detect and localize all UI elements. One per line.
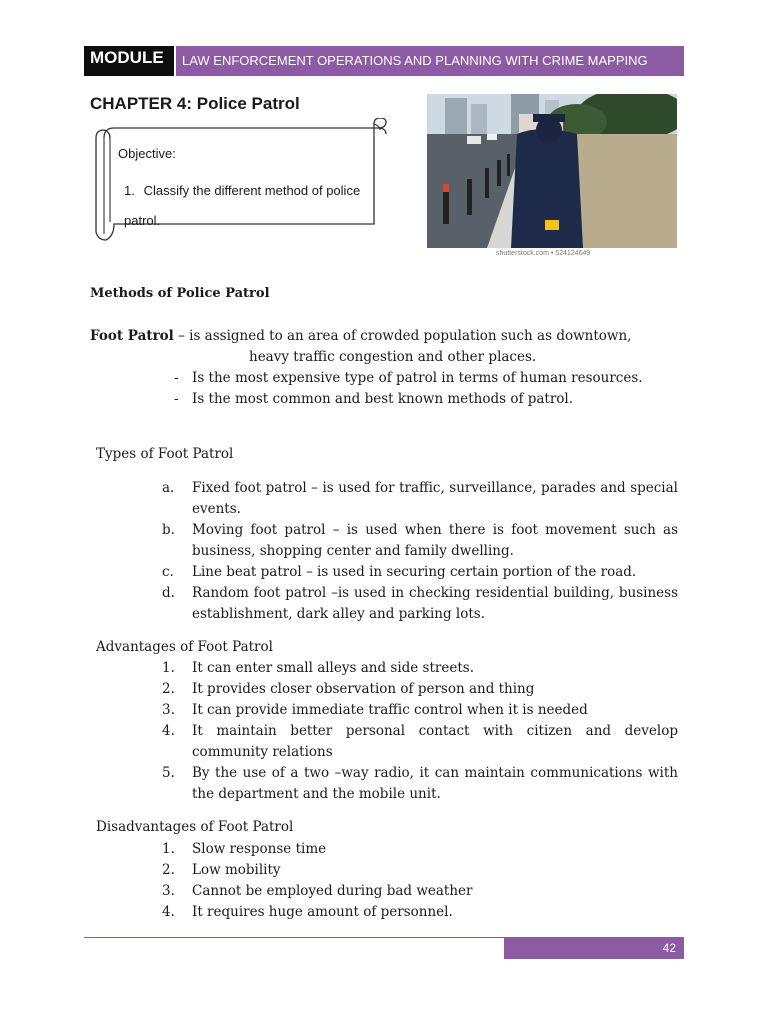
advantages-list xyxy=(162,658,678,805)
list-item: - Is the most expensive type of patrol in terms of human resources. xyxy=(174,370,643,386)
chapter-title: CHAPTER 4: Police Patrol xyxy=(90,94,300,113)
list-item: 2. It provides closer observation of person and thing xyxy=(162,681,535,697)
list-item: 1. It can enter small alleys and side streets. xyxy=(162,660,474,676)
foot-patrol-points xyxy=(174,368,678,410)
objective-text: Classify the different method of police patrol. xyxy=(124,183,361,228)
list-item: 2. Low mobility xyxy=(162,862,281,878)
foot-patrol-definition xyxy=(90,326,678,347)
list-item: c. Line beat patrol – is used in securing certain portion of the road. xyxy=(162,564,637,580)
disadvantages-heading: Disadvantages of Foot Patrol xyxy=(96,819,294,835)
list-item: a. Fixed foot patrol – is used for traffic, surveillance, parades and special events. xyxy=(162,480,678,517)
foot-patrol-definition-text: – is assigned to an area of crowded population such as downtown, xyxy=(173,328,632,344)
disadvantages-list xyxy=(162,839,678,923)
advantages-heading: Advantages of Foot Patrol xyxy=(96,639,273,655)
list-item: 4. It requires huge amount of personnel. xyxy=(162,904,453,920)
police-officer-photo xyxy=(427,94,677,248)
types-list xyxy=(162,478,678,625)
objective-label: Objective: xyxy=(118,146,176,161)
list-item: - Is the most common and best known methods of patrol. xyxy=(174,391,574,407)
module-title: LAW ENFORCEMENT OPERATIONS AND PLANNING WITH CRIME MAPPING xyxy=(176,46,684,76)
objective-number: 1. xyxy=(124,183,135,198)
list-item: b. Moving foot patrol – is used when there is foot movement such as business, shopping center and family dwelling. xyxy=(162,522,678,559)
module-header xyxy=(84,46,684,76)
list-item: 5. By the use of a two –way radio, it can maintain communications with the department and the mobile unit. xyxy=(162,765,678,802)
list-item: 3. Cannot be employed during bad weather xyxy=(162,883,473,899)
page-number: 42 xyxy=(504,937,684,959)
foot-patrol-definition-cont: heavy traffic congestion and other places. xyxy=(249,349,537,365)
module-label: MODULE xyxy=(84,46,174,76)
section-title: Methods of Police Patrol xyxy=(90,286,270,301)
objective-item xyxy=(124,176,384,236)
list-item: 3. It can provide immediate traffic control when it is needed xyxy=(162,702,588,718)
list-item: 4. It maintain better personal contact with citizen and develop community relations xyxy=(162,723,678,760)
photo-caption: shutterstock.com • 524124649 xyxy=(496,250,591,257)
foot-patrol-term: Foot Patrol xyxy=(90,328,174,344)
types-heading: Types of Foot Patrol xyxy=(96,446,234,462)
footer-divider xyxy=(84,937,504,938)
list-item: d. Random foot patrol –is used in checking residential building, business establishment, dark alley and parking lots. xyxy=(162,585,678,622)
objective-scroll xyxy=(94,118,390,244)
list-item: 1. Slow response time xyxy=(162,841,327,857)
